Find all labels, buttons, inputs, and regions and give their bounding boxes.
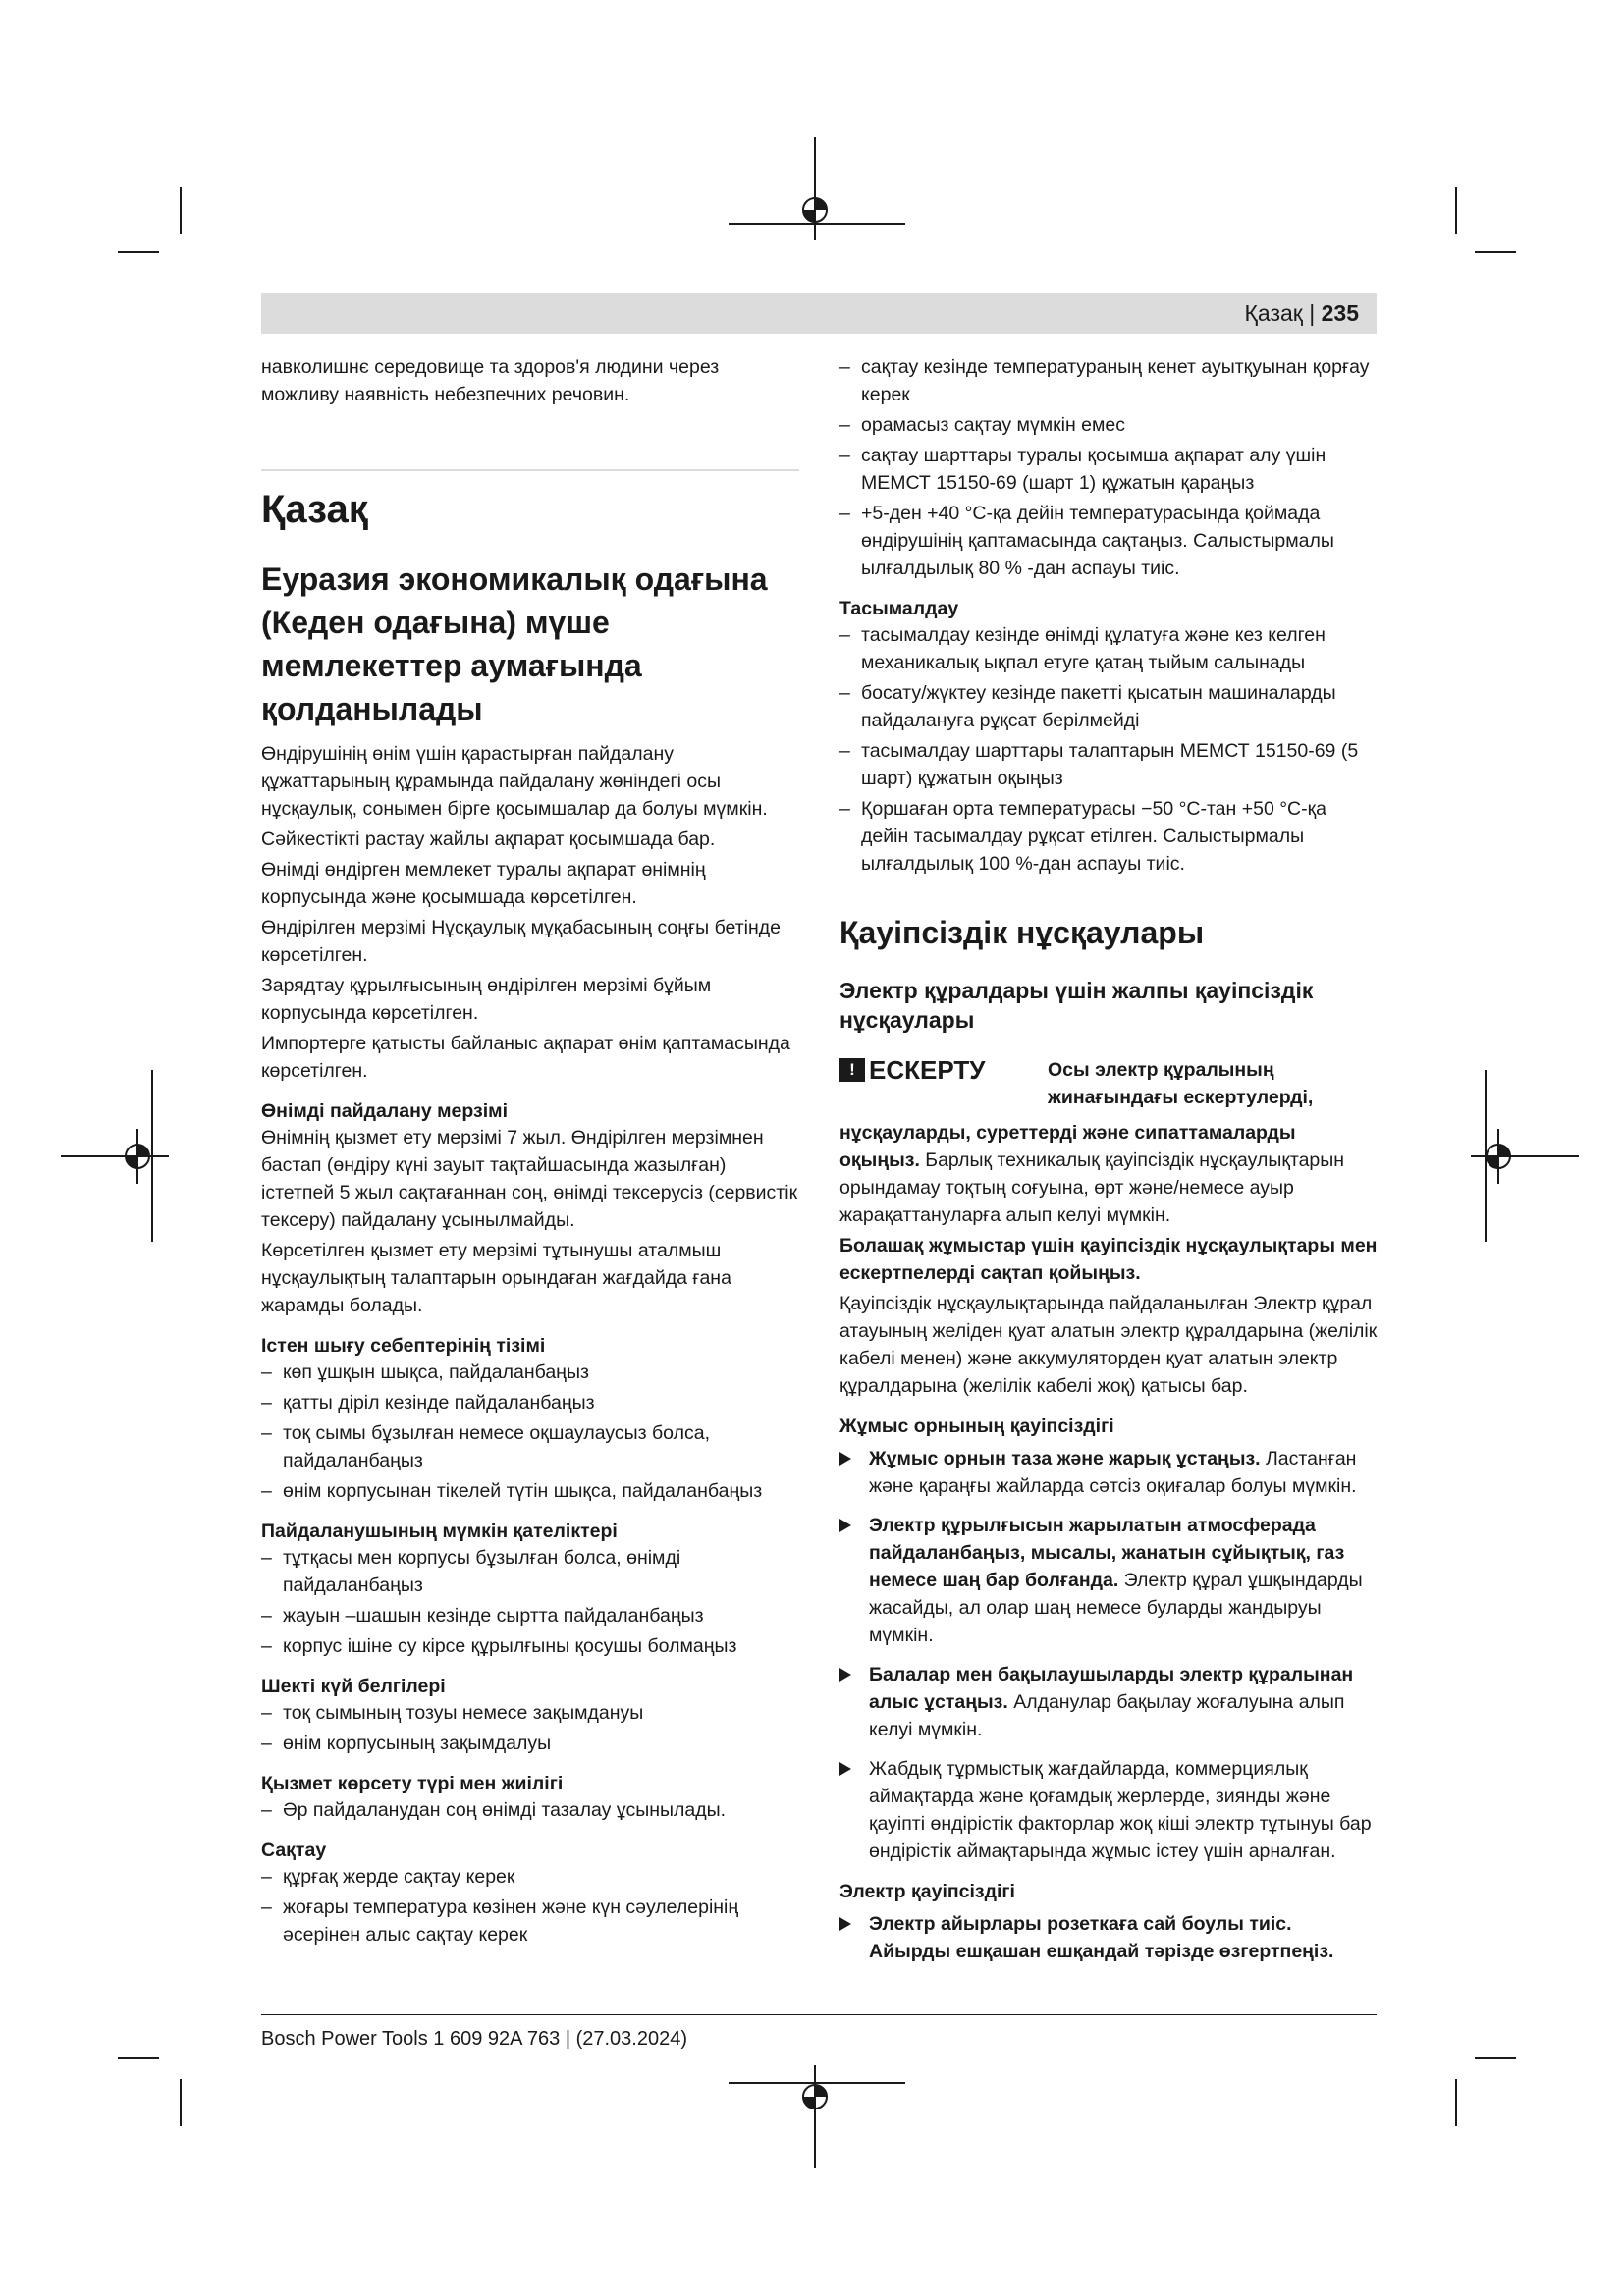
registration-mark-icon	[729, 137, 905, 240]
list-item: – Қоршаған орта температурасы −50 °C-тан +50 °C-қа дейін тасымалдау рұқсат етілген. Салыстырмалы ылғалдылық 100 %-дан аспауы тиіс.	[839, 798, 1326, 875]
paragraph: Өндірілген мерзімі Нұсқаулық мұқабасының соңғы бетінде көрсетілген.	[261, 917, 781, 966]
list-item: – +5-ден +40 °C-қа дейін температурасында қоймада өндірушінің қаптамасында сақтаңыз. Салыстырмалы ылғалдылық 80 % -дан аспауы тиіс.	[839, 503, 1334, 579]
footer-divider	[261, 2014, 1377, 2015]
list-item: Жұмыс орнын таза және жарық ұстаңыз. Ластанған және қараңғы жайларда сәтсіз оқиғалар болуы мүмкін.	[839, 1445, 1378, 1500]
list-item: Электр құрылғысын жарылатын атмосферада пайдаланбаңыз, мысалы, жанатын сұйықтық, газ немесе шаң бар болғанда. Электр құрал ұшқындарды жасайды, ал олар шаң немесе буларды жандыруы мүмкін.	[839, 1512, 1378, 1649]
section-heading: Пайдаланушының мүмкін қателіктері	[261, 1521, 618, 1542]
safety-title: Қауіпсіздік нұсқаулары	[839, 915, 1205, 950]
section-divider	[261, 469, 799, 471]
user-errors-list	[261, 1544, 799, 1660]
list-item: – босату/жүктеу кезінде пакетті қысатын машиналарды пайдалануға рұқсат берілмейді	[839, 682, 1336, 731]
paragraph: Көрсетілген қызмет ету мерзімі тұтынушы аталмыш нұсқаулықтың талаптарын орындаған жағдайда ғана жарамды болады.	[261, 1240, 731, 1316]
section-heading: Сақтау	[261, 1840, 327, 1861]
transport-list	[839, 621, 1378, 878]
header-separator: |	[1309, 300, 1316, 326]
list-item: – өнім корпусының зақымдалуы	[261, 1733, 552, 1754]
section-heading: Шекті күй белгілері	[261, 1676, 446, 1697]
page-number: 235	[1321, 300, 1359, 326]
language-title: Қазақ	[261, 488, 368, 531]
list-item: – тоқ сымы бұзылған немесе оқшаулаусыз болса, пайдаланбаңыз	[261, 1422, 710, 1471]
section-heading: Жұмыс орнының қауіпсіздігі	[839, 1415, 1114, 1437]
crop-mark	[1475, 2057, 1516, 2059]
list-item: – өнім корпусынан тікелей түтін шықса, пайдаланбаңыз	[261, 1480, 763, 1502]
bullet-arrow-icon	[839, 1519, 851, 1532]
workplace-list	[839, 1445, 1378, 1865]
warning-paragraph: нұсқауларды, суреттерді және сипаттамаларды оқыңыз. Барлық техникалық қауіпсіздік нұсқаулықтарын орындамау тоқтың соғуына, өрт және/немесе ауыр жарақаттануларға алып келуі мүмкін.	[839, 1122, 1345, 1226]
list-item: – тоқ сымының тозуы немесе зақымдануы	[261, 1702, 644, 1724]
warning-block	[839, 1056, 1378, 1119]
right-column	[839, 353, 1378, 1977]
limit-signs-list	[261, 1699, 799, 1757]
paragraph: Өнімді өндірген мемлекет туралы ақпарат өнімнің корпусында және қосымшада көрсетілген.	[261, 859, 706, 908]
intro-line: навколишнє середовище та здоров'я людини через	[261, 356, 720, 378]
paragraph: Өнімнің қызмет ету мерзімі 7 жыл. Өндірілген мерзімнен бастап (өндіру күні зауыт тақтайшасында жазылған) істетпей 5 жыл сақтағаннан соң, өнімді тексерусіз (сервистік тексеру) пайдалану ұсынылмайды.	[261, 1127, 798, 1231]
failure-causes-list	[261, 1359, 799, 1505]
paragraph: Қауіпсіздік нұсқаулықтарында пайдаланылған Электр құрал атауының желіден қуат алатын электр құралдарына (желілік кабелі менен) және аккумуляторден қуат алатын электр құралдарына (желілік кабелі жоқ) қатысы бар.	[839, 1293, 1378, 1397]
bullet-arrow-icon	[839, 1452, 851, 1466]
crop-mark	[1455, 2079, 1457, 2126]
bullet-arrow-icon	[839, 1762, 851, 1776]
section-heading: Электр қауіпсіздігі	[839, 1881, 1015, 1902]
bullet-arrow-icon	[839, 1668, 851, 1682]
bullet-arrow-icon	[839, 1917, 851, 1931]
list-item: – корпус ішіне су кірсе құрылғыны қосушы болмаңыз	[261, 1635, 737, 1657]
list-item: – құрғақ жерде сақтау керек	[261, 1866, 515, 1888]
service-type-list	[261, 1796, 799, 1824]
section-heading: Өнімді пайдалану мерзімі	[261, 1100, 508, 1122]
crop-mark	[1455, 187, 1457, 234]
crop-mark	[118, 251, 159, 253]
registration-mark-icon	[729, 2065, 905, 2168]
general-safety-title: Электр құралдары үшін жалпы қауіпсіздік нұсқаулары	[839, 978, 1314, 1033]
registration-mark-icon	[1471, 1070, 1579, 1242]
keep-instructions: Болашақ жұмыстар үшін қауіпсіздік нұсқаулықтары мен ескертпелерді сақтап қойыңыз.	[839, 1235, 1378, 1284]
list-item: – тасымалдау шарттары талаптарын МЕМСТ 15150-69 (5 шарт) құжатын оқыңыз	[839, 740, 1359, 789]
section-heading: Қызмет көрсету түрі мен жиілігі	[261, 1773, 564, 1794]
warning-triangle-icon: !	[839, 1058, 865, 1082]
footer-text: Bosch Power Tools 1 609 92A 763 | (27.03.2024)	[261, 2028, 688, 2050]
storage-list	[261, 1863, 799, 1949]
list-item: Жабдық тұрмыстық жағдайларда, коммерциялық аймақтарда және қоғамдық жерлерде, зиянды және қауіпті өндірістік факторлар жоқ кіші электр тұтынуы бар өндірістік аймақтарында жұмыс істеу үшін арналған.	[839, 1755, 1378, 1865]
warning-word: ЕСКЕРТУ	[869, 1055, 986, 1085]
paragraph: Өндірушінің өнім үшін қарастырған пайдалану құжаттарының құрамында пайдалану жөніндегі осы нұсқаулық, сонымен бірге қосымшалар да болуы мүмкін.	[261, 743, 768, 820]
electrical-list	[839, 1910, 1378, 1965]
list-item: – Әр пайдаланудан соң өнімді тазалау ұсынылады.	[261, 1799, 727, 1821]
section-heading: Істен шығу себептерінің тізімі	[261, 1335, 546, 1357]
list-item: – жоғары температура көзінен және күн сәулелерінің әсерінен алыс сақтау керек	[261, 1896, 739, 1946]
header-label	[1245, 300, 1359, 327]
storage-list-continued	[839, 353, 1378, 582]
list-item: – көп ұшқын шықса, пайдаланбаңыз	[261, 1362, 589, 1383]
header-section: Қазақ	[1244, 300, 1303, 326]
list-item: – сақтау шарттары туралы қосымша ақпарат алу үшін МЕМСТ 15150-69 (шарт 1) құжатын қараңыз	[839, 445, 1326, 494]
paragraph: Сәйкестікті растау жайлы ақпарат қосымшада бар.	[261, 828, 716, 850]
list-item: – тасымалдау кезінде өнімді құлатуға және кез келген механикалық ықпал етуге қатаң тыйым салынады	[839, 624, 1326, 673]
intro-line: можливу наявність небезпечних речовин.	[261, 384, 630, 405]
registration-mark-icon	[61, 1070, 169, 1242]
paragraph: Импортерге қатысты байланыс ақпарат өнім қаптамасында көрсетілген.	[261, 1033, 790, 1082]
list-item: Балалар мен бақылаушыларды электр құралынан алыс ұстаңыз. Алданулар бақылау жоғалуына алып келуі мүмкін.	[839, 1661, 1378, 1743]
list-item: – сақтау кезінде температураның кенет ауытқуынан қорғау керек	[839, 356, 1370, 405]
list-item: – қатты діріл кезінде пайдаланбаңыз	[261, 1392, 595, 1414]
page-header	[261, 293, 1377, 334]
warning-label	[839, 1056, 985, 1084]
crop-mark	[180, 2079, 182, 2126]
crop-mark	[118, 2057, 159, 2059]
eaeu-title: Еуразия экономикалық одағына (Кеден одағына) мүше мемлекеттер аумағында қолданылады	[261, 561, 768, 726]
list-item: Электр айырлары розеткаға сай боулы тиіс. Айырды ешқашан ешқандай тәрізде өзгертпеңіз.	[839, 1910, 1378, 1965]
list-item: – жауын –шашын кезінде сыртта пайдаланбаңыз	[261, 1605, 704, 1627]
list-item: – тұтқасы мен корпусы бұзылған болса, өнімді пайдаланбаңыз	[261, 1547, 681, 1596]
section-heading: Тасымалдау	[839, 598, 959, 619]
crop-mark	[180, 187, 182, 234]
crop-mark	[1475, 251, 1516, 253]
paragraph: Зарядтау құрылғысының өндірілген мерзімі бұйым корпусында көрсетілген.	[261, 975, 712, 1024]
list-item: – орамасыз сақтау мүмкін емес	[839, 414, 1126, 436]
left-column	[261, 353, 799, 1951]
warning-bold-text: Осы электр құралының жинағындағы ескертулерді,	[1048, 1059, 1314, 1108]
